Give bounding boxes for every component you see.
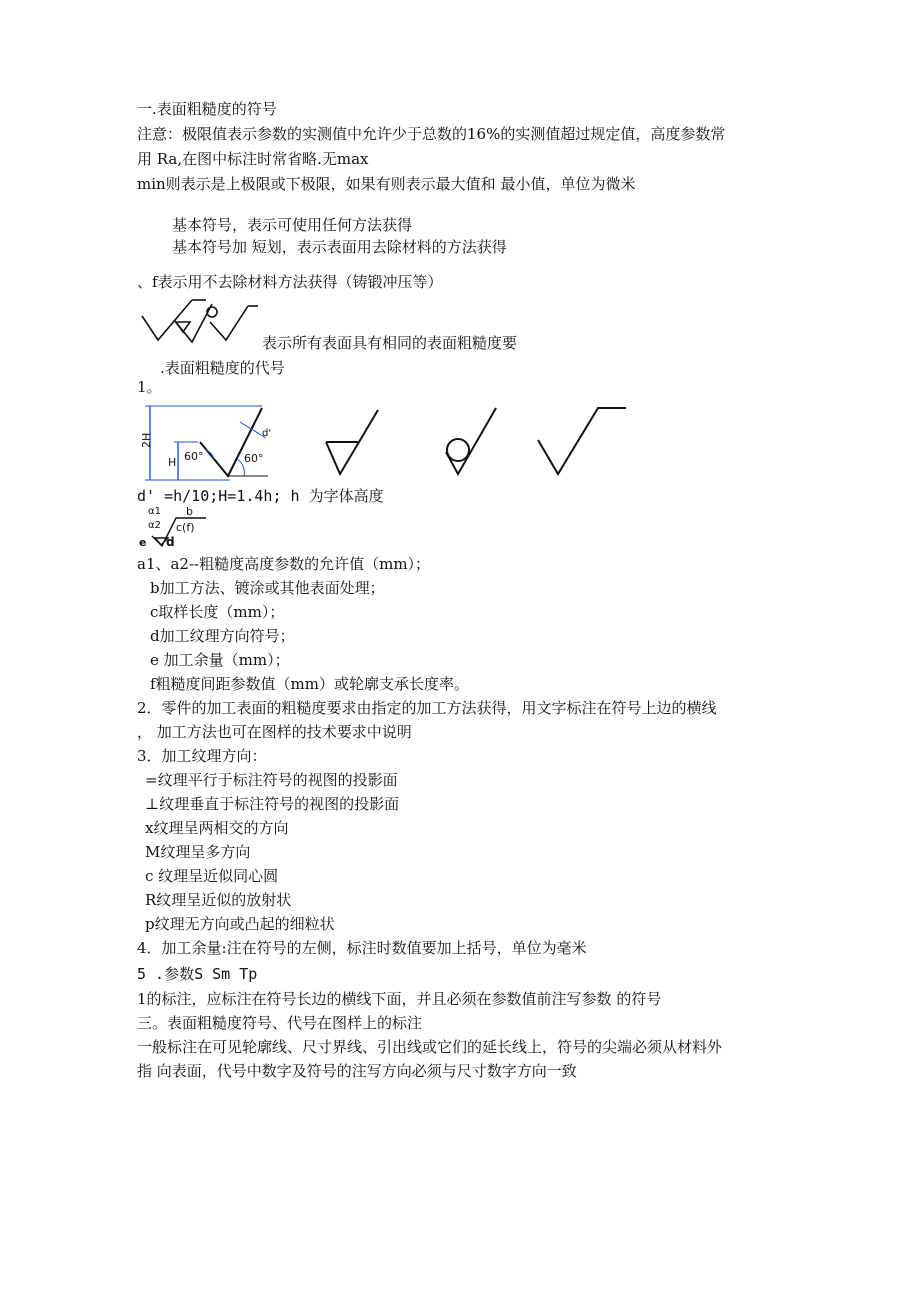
- general-line-2: 指 向表面，代号中数字及符号的注写方向必须与尺寸数字方向一致: [137, 1062, 577, 1080]
- section-title-codes: .表面粗糙度的代号: [160, 359, 285, 377]
- label-H: H: [168, 456, 177, 469]
- texture-crossed: x纹理呈两相交的方向: [145, 819, 289, 837]
- dimensioned-symbol-figure: [140, 404, 275, 482]
- item-5: 5 .参数S Sm Tp: [137, 965, 258, 983]
- item-3-title: 3．加工纹理方向：: [137, 747, 267, 765]
- texture-concentric: c 纹理呈近似同心圆: [145, 867, 279, 885]
- texture-multi: M纹理呈多方向: [145, 843, 251, 861]
- basic-symbol-line: 基本符号，表示可使用任何方法获得: [172, 216, 413, 234]
- label-a1: α1: [148, 506, 161, 517]
- label-angle-right: 60°: [244, 452, 264, 465]
- label-d: d: [166, 535, 175, 549]
- texture-perpendicular: ⊥纹理垂直于标注符号的视图的投影面: [145, 795, 400, 813]
- item-4: 4．加工余量:注在符号的左侧，标注时数值要加上括号，单位为毫米: [137, 939, 587, 957]
- item-1: 1。: [137, 378, 162, 396]
- section-title-symbols: 一.表面粗糙度的符号: [137, 100, 277, 118]
- non-removal-line: 、f表示用不去除材料方法获得（铸锻冲压等）: [137, 273, 443, 291]
- param-d: d加工纹理方向符号；: [150, 627, 295, 645]
- label-b: b: [186, 505, 193, 518]
- combined-symbols-figure: [140, 298, 260, 346]
- note-line-2: 用 Ra,在图中标注时常省略.无max: [137, 150, 369, 168]
- param-e: e 加工余量（mm）；: [150, 651, 290, 669]
- note-line-3: min则表示是上极限或下极限，如果有则表示最大值和 最小值，单位为微米: [137, 175, 636, 193]
- label-2H: 2H: [140, 432, 153, 448]
- basic-symbol-dash-line: 基本符号加 短划，表示表面用去除材料的方法获得: [172, 238, 507, 256]
- code-layout-figure: [138, 504, 218, 548]
- all-surfaces-line: 表示所有表面具有相同的表面粗糙度要: [262, 334, 518, 352]
- label-e: e: [139, 536, 147, 549]
- param-b: b加工方法、镀涂或其他表面处理；: [150, 579, 385, 597]
- general-line-1: 一般标注在可见轮廓线、尺寸界线、引出线或它们的延长线上，符号的尖端必须从材料外: [137, 1038, 723, 1056]
- item-2-line-2: ， 加工方法也可在图样的技术要求中说明: [137, 723, 412, 741]
- section-title-drawing: 三。表面粗糙度符号、代号在图样上的标注: [137, 1014, 423, 1032]
- non-removal-symbol: [440, 406, 500, 476]
- label-d-prime: d': [262, 428, 272, 439]
- label-a2: α2: [148, 520, 161, 531]
- param-c: c取样长度（mm）；: [150, 603, 285, 621]
- label-angle-left: 60°: [184, 450, 204, 463]
- texture-parallel: =纹理平行于标注符号的视图的投影面: [145, 771, 398, 789]
- label-cf: c(f): [176, 521, 195, 534]
- texture-particulate: p纹理无方向或凸起的细粒状: [145, 915, 335, 933]
- formula-line: d' =h/10;H=1.4h; h 为字体高度: [137, 487, 384, 505]
- texture-radial: R纹理呈近似的放射状: [145, 891, 292, 909]
- item-2-line-1: 2．零件的加工表面的粗糙度要求由指定的加工方法获得，用文字标注在符号上边的横线: [137, 699, 717, 717]
- param-f: f粗糙度间距参数值（mm）或轮廓支承长度率。: [150, 675, 470, 693]
- param-a1-a2: a1、a2--粗糙度高度参数的允许值（mm）；: [137, 555, 431, 573]
- removal-symbol: [322, 408, 382, 478]
- note-line-1: 注意：极限值表示参数的实测值中允许少于总数的16%的实测值超过规定值，高度参数常: [137, 125, 726, 143]
- marking-line: 1的标注，应标注在符号长边的横线下面，并且必须在参数值前注写参数 的符号: [137, 990, 662, 1008]
- basic-symbol-with-bar: [536, 406, 628, 476]
